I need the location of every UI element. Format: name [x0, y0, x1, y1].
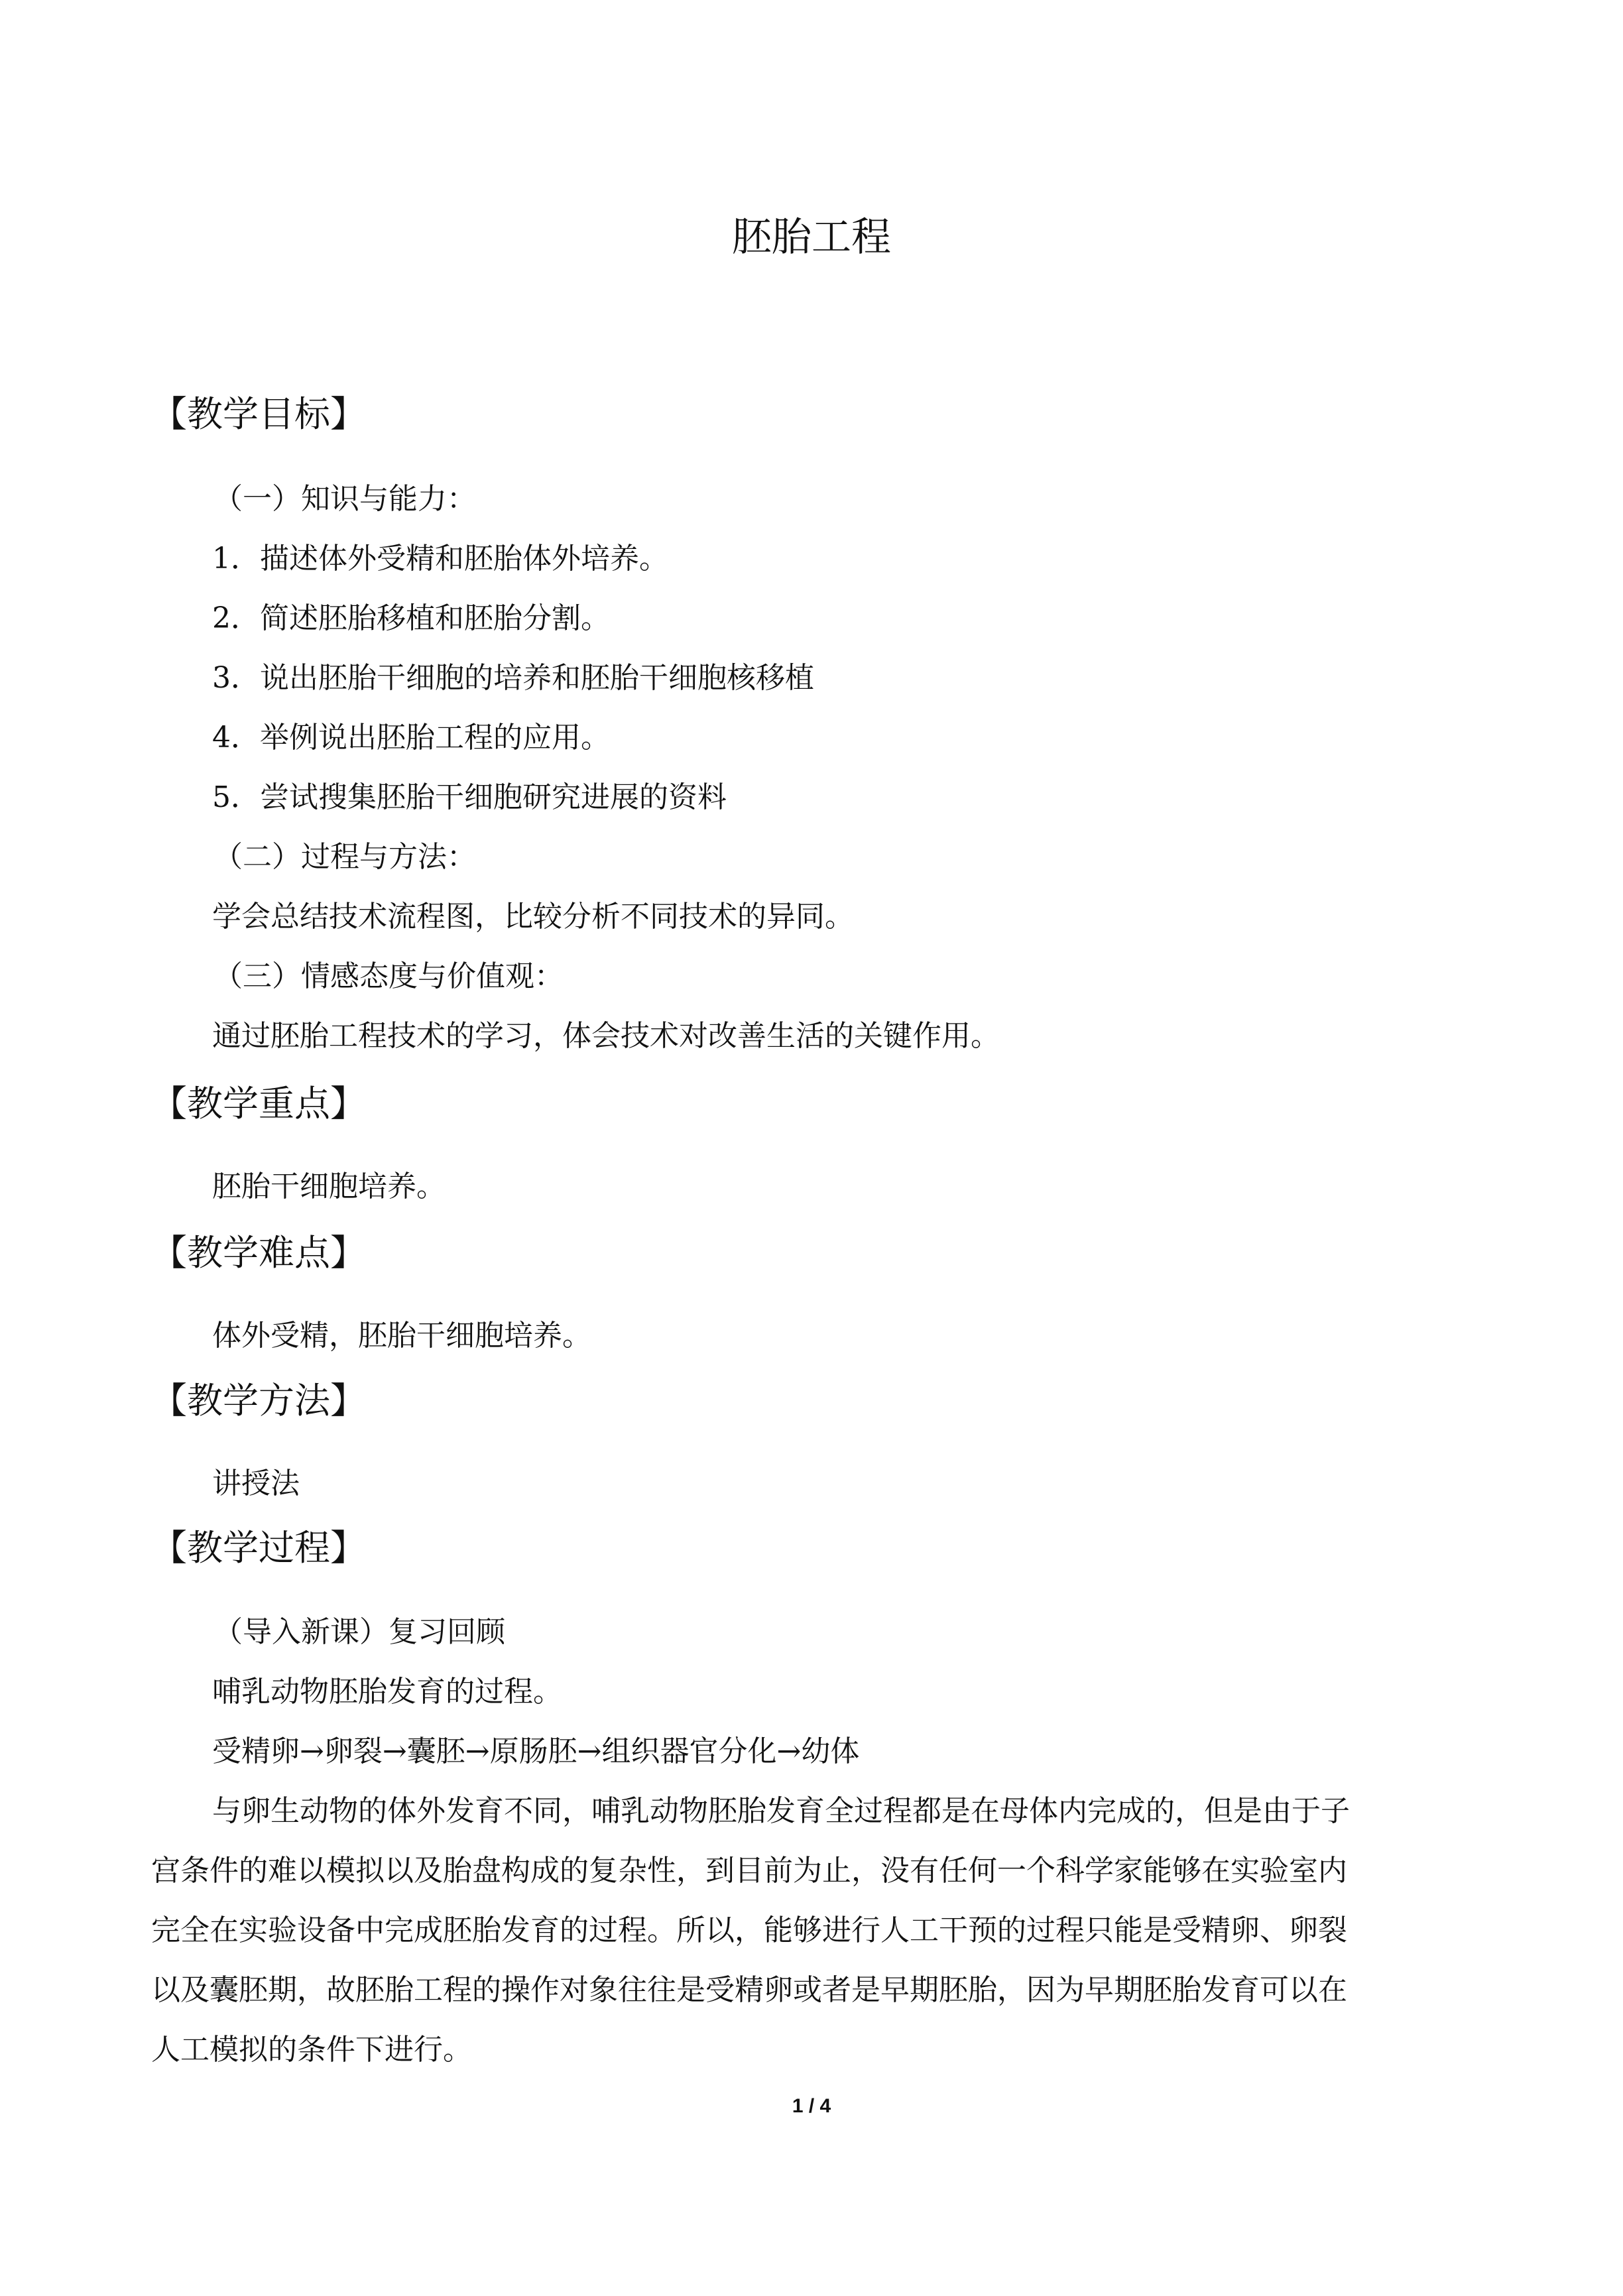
process-paragraph-line-3: 完全在实验设备中完成胚胎发育的过程。所以，能够进行人工干预的过程只能是受精卵、卵裂 — [151, 1913, 1347, 1947]
process-label: （二）过程与方法： — [213, 840, 476, 874]
objective-item-2: 2．简述胚胎移植和胚胎分割。 — [212, 601, 610, 635]
emotion-label: （三）情感态度与价值观： — [213, 959, 564, 993]
key-points-heading: 【教学重点】 — [151, 1083, 366, 1124]
key-points-text: 胚胎干细胞培养。 — [212, 1170, 446, 1203]
objective-item-1: 1．描述体外受精和胚胎体外培养。 — [212, 542, 668, 575]
difficulties-text: 体外受精，胚胎干细胞培养。 — [212, 1319, 591, 1353]
process-paragraph-line-1: 与卵生动物的体外发育不同，哺乳动物胚胎发育全过程都是在母体内完成的，但是由于子 — [212, 1794, 1350, 1828]
objective-item-3: 3．说出胚胎干细胞的培养和胚胎干细胞核移植 — [212, 661, 814, 695]
process-intro: （导入新课）复习回顾 — [213, 1615, 505, 1649]
process-text: 学会总结技术流程图，比较分析不同技术的异同。 — [212, 900, 854, 934]
process-paragraph-line-4: 以及囊胚期，故胚胎工程的操作对象往往是受精卵或者是早期胚胎，因为早期胚胎发育可以在 — [151, 1973, 1347, 2007]
process-paragraph-line-5: 人工模拟的条件下进行。 — [151, 2033, 472, 2067]
emotion-text: 通过胚胎工程技术的学习，体会技术对改善生活的关键作用。 — [212, 1019, 1000, 1053]
document-title: 胚胎工程 — [732, 214, 891, 261]
methods-heading: 【教学方法】 — [151, 1380, 366, 1421]
process-line-1: 哺乳动物胚胎发育的过程。 — [212, 1675, 562, 1709]
objective-item-5: 5．尝试搜集胚胎干细胞研究进展的资料 — [212, 780, 727, 814]
process-paragraph-line-2: 宫条件的难以模拟以及胎盘构成的复杂性，到目前为止，没有任何一个科学家能够在实验室内 — [151, 1854, 1347, 1888]
process-flow: 受精卵→卵裂→囊胚→原肠胚→组织器官分化→幼体 — [212, 1734, 860, 1768]
objective-item-4: 4．举例说出胚胎工程的应用。 — [212, 721, 610, 755]
difficulties-heading: 【教学难点】 — [151, 1232, 366, 1274]
methods-text: 讲授法 — [212, 1467, 300, 1500]
page-indicator: 1 / 4 — [792, 2095, 831, 2117]
knowledge-label: （一）知识与能力： — [213, 482, 476, 516]
objectives-heading: 【教学目标】 — [151, 393, 366, 435]
process-heading: 【教学过程】 — [151, 1527, 366, 1569]
